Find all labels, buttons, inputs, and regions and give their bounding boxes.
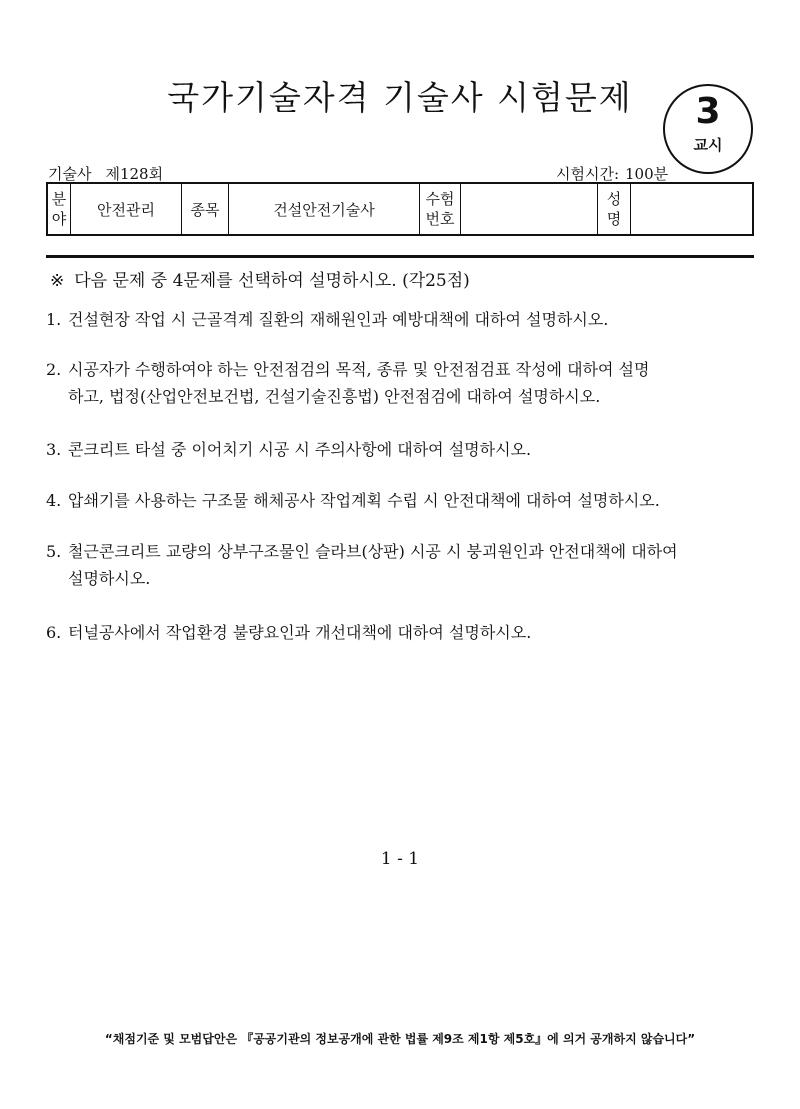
question-text-continued: 설명하시오. [68,569,151,588]
question-3 [46,436,758,463]
question-text: 압쇄기를 사용하는 구조물 해체공사 작업계획 수립 시 안전대책에 대하여 설명하시오. [68,491,660,510]
question-text-continued: 하고, 법정(산업안전보건법, 건설기술진흥법) 안전점검에 대하여 설명하시오. [68,387,601,406]
question-text: 콘크리트 타설 중 이어치기 시공 시 주의사항에 대하여 설명하시오. [68,440,532,459]
exam-time-value: 100분 [625,165,669,183]
name-field[interactable] [631,183,754,235]
question-number: 5. [46,542,62,561]
footer-notice: “채점기준 및 모범답안은 『공공기관의 정보공개에 관한 법률 제9조 제1항 제5호』에 의거 공개하지 않습니다” [104,1032,696,1046]
exam-round: 제128회 [105,165,164,183]
exam-no-label-bottom: 번호 [425,210,455,228]
field-label-bottom: 야 [51,210,67,228]
exam-time-label: 시험시간: [556,165,620,183]
question-4 [46,487,758,514]
question-number: 4. [46,491,62,510]
name-label-cell [598,183,631,235]
exam-time [556,163,668,184]
exam-no-field[interactable] [461,183,598,235]
session-number: 3 [695,91,721,132]
question-text: 터널공사에서 작업환경 불량요인과 개선대책에 대하여 설명하시오. [68,623,532,642]
field-label-top: 분 [51,190,67,208]
question-number: 1. [46,310,62,329]
page-number: 1 - 1 [380,849,420,869]
session-unit: 교시 [693,136,723,154]
question-6 [46,619,758,646]
question-text: 철근콘크리트 교량의 상부구조물인 슬라브(상판) 시공 시 붕괴원인과 안전대책에 대하여 [68,542,678,561]
exam-no-label-cell [420,183,461,235]
name-label-top: 성 [606,190,622,208]
section-divider [46,255,754,258]
field-value: 안전관리 [71,183,182,235]
question-2 [46,356,758,410]
exam-title: 국가기술자격 기술사 시험문제 [167,78,633,117]
question-text: 시공자가 수행하여야 하는 안전점검의 목적, 종류 및 안전점검표 작성에 대하여 설명 [68,360,650,379]
question-number: 6. [46,623,62,642]
exam-info-table [46,182,754,236]
question-number: 2. [46,360,62,379]
field-label-cell [47,183,71,235]
question-5 [46,538,758,592]
question-1 [46,306,758,333]
question-number: 3. [46,440,62,459]
instruction [50,266,470,291]
session-badge [663,84,753,174]
name-label-bottom: 명 [606,210,622,228]
exam-category: 기술사 [48,165,92,183]
type-label: 종목 [182,183,229,235]
exam-category-round [48,163,163,184]
question-text: 건설현장 작업 시 근골격계 질환의 재해원인과 예방대책에 대하여 설명하시오. [68,310,609,329]
type-value: 건설안전기술사 [229,183,420,235]
instruction-text: 다음 문제 중 4문제를 선택하여 설명하시오. (각25점) [74,271,470,291]
reference-mark: ※ [50,271,65,291]
exam-no-label-top: 수험 [425,190,455,208]
